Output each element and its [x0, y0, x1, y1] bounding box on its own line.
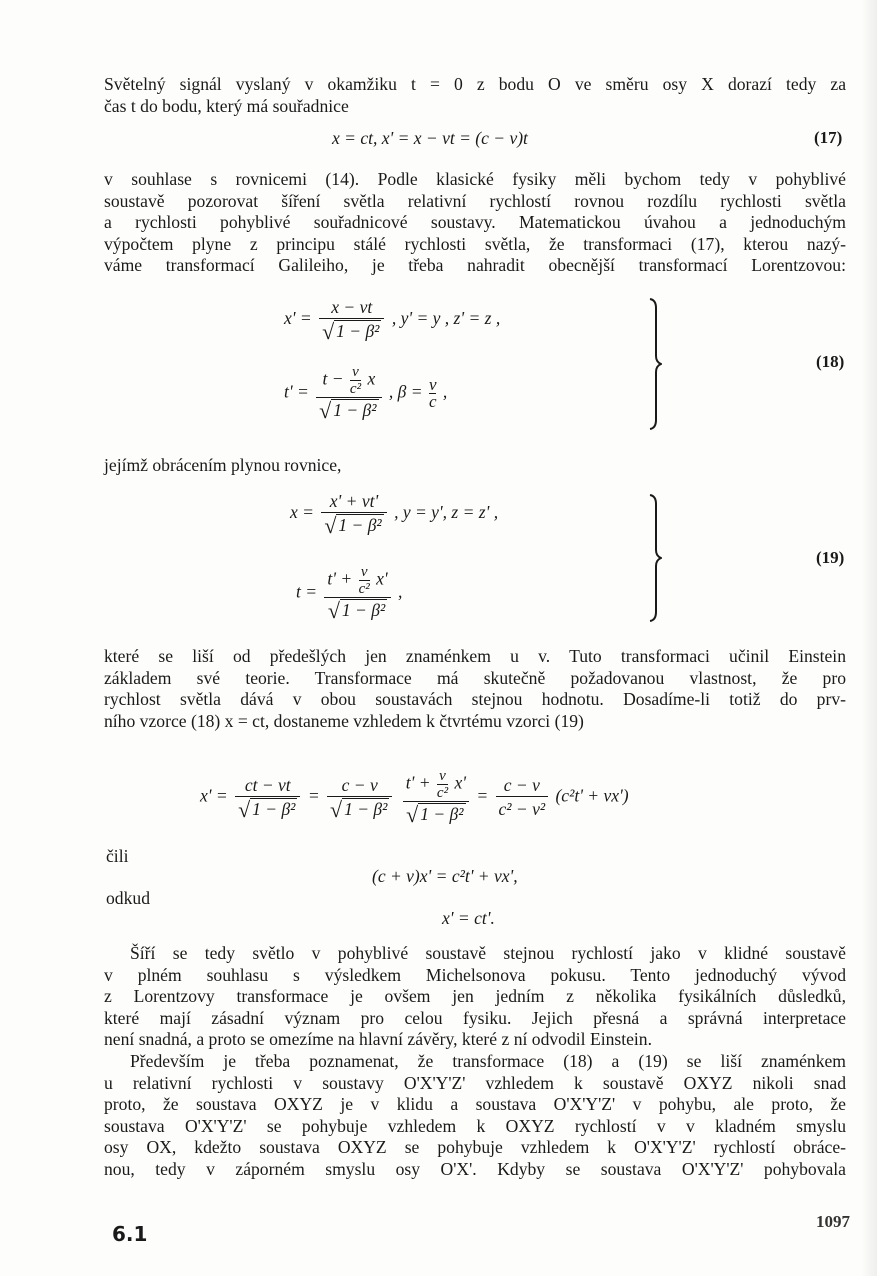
- text-line: z Lorentzovy transformace je ovšem jen jedním z několika fysikálních důsledků,: [104, 986, 846, 1006]
- equation-19-line-2: t = t' + $\frac{v}{\text{c²}}$ x' √ 1 − β² ,: [296, 564, 403, 623]
- page-number: 1097: [816, 1212, 850, 1231]
- equation-cili: (c + v)x' = c²t' + vx',: [372, 866, 518, 886]
- text-line: Především je třeba poznamenat, že transformace (18) a (19) se liší znaménkem: [130, 1051, 846, 1071]
- sqrt-icon: √: [324, 513, 337, 538]
- right-brace-icon: [648, 298, 662, 430]
- text-line: váme transformací Galileiho, je třeba nahradit obecnější transformací Lorentzovou:: [104, 255, 846, 275]
- equation-18-line-1: x' = $\frac{x - vt}{\text{√ 1 − β²}}$ , y' = y , z' = z ,: [284, 297, 501, 344]
- text-line: osy OX, kdežto soustava OXYZ se pohybuje vzhledem k O'X'Y'Z' rychlostí obráce-: [104, 1137, 846, 1157]
- paragraph-systems: [104, 1051, 846, 1180]
- equation-derivation: x' = $\frac{ct - vt}{\text{√ 1 − β²}}$ = $\frac{c - v}{\text{√ 1 − β²}}$ t' + $\frac{v}{\text{c²}}$ x' √ 1 − β² = $\frac{c - v}{\text{c² − v²}}$ (c²t' + vx'): [200, 768, 629, 827]
- equation-17: x = ct, x' = x − vt = (c − v)t: [332, 128, 528, 148]
- text-line: základem své teorie. Transformace má skutečně požadovanou vlastnost, že pro: [104, 667, 846, 688]
- sqrt-icon: √: [406, 802, 419, 827]
- text-line: nou, tedy v záporném smyslu osy O'X'. Kdyby se soustava O'X'Y'Z' pohybovala: [104, 1158, 846, 1179]
- paragraph-michelson: [104, 943, 846, 1051]
- paragraph-einstein: [104, 646, 846, 732]
- text-line: rychlost světla dává v obou soustavách stejnou hodnotu. Dosadíme-li totiž do prv-: [104, 689, 846, 709]
- right-brace-icon: [648, 494, 662, 622]
- text-line: které mají zásadní význam pro celou fysiku. Jejich přesná a správná interpretace: [104, 1007, 846, 1028]
- paragraph-galileo-lorentz: [104, 169, 846, 277]
- text-line: výpočtem plyne z principu stálé rychlosti světla, že transformaci (17), kterou nazý-: [104, 233, 846, 254]
- sqrt-icon: √: [319, 398, 332, 423]
- text-line: v plném souhlasu s výsledkem Michelsonova pokusu. Tento jednoduchý vývod: [104, 964, 846, 985]
- text-line: u relativní rychlosti v soustavy O'X'Y'Z' vzhledem k soustavě OXYZ nikoli snad: [104, 1072, 846, 1093]
- text-line: soustava O'X'Y'Z' se pohybuje vzhledem k OXYZ rychlostí v v kladném smyslu: [104, 1115, 846, 1136]
- sqrt-icon: √: [327, 598, 340, 623]
- equation-18-line-2: t' = t − $\frac{v}{\text{c²}}$ x √ 1 − β² , β = $\frac{v}{c}$ ,: [284, 364, 448, 423]
- paragraph-intro: [104, 74, 846, 117]
- sqrt-icon: √: [322, 319, 335, 344]
- text-line: Světelný signál vyslaný v okamžiku t = 0 z bodu O ve směru osy X dorazí tedy za: [104, 74, 846, 94]
- text-line: ního vzorce (18) x = ct, dostaneme vzhledem k čtvrtému vzorci (19): [104, 710, 584, 731]
- equation-result: x' = ct'.: [442, 908, 495, 928]
- sqrt-icon: √: [330, 796, 343, 822]
- word-cili: čili: [106, 846, 129, 866]
- word-odkud: odkud: [106, 888, 150, 908]
- section-number: 6.1: [112, 1222, 148, 1246]
- equation-19-line-1: x = $\frac{x' + vt'}{\text{√ 1 − β²}}$ , y = y', z = z' ,: [290, 491, 499, 538]
- equation-number-18: (18): [816, 352, 845, 371]
- equation-number-17: (17): [814, 128, 843, 147]
- paragraph-inverse: jejímž obrácením plynou rovnice,: [104, 455, 342, 475]
- page-edge-shadow: [861, 0, 877, 1276]
- text-line: proto, že soustava OXYZ je v klidu a soustava O'X'Y'Z' v pohybu, ale proto, že: [104, 1094, 846, 1114]
- text-line: a rychlosti pohyblivé souřadnicové soustavy. Matematickou úvahou a jednoduchým: [104, 212, 846, 232]
- text-line: čas t do bodu, který má souřadnice: [104, 95, 349, 116]
- text-line: soustavě pozorovat šíření světla relativní rychlostí rovnou rozdílu rychlosti světla: [104, 190, 846, 211]
- text-line: které se liší od předešlých jen znaménkem u v. Tuto transformaci učinil Einstein: [104, 646, 846, 666]
- sqrt-icon: √: [238, 796, 251, 822]
- equation-number-19: (19): [816, 548, 845, 567]
- text-line: není snadná, a proto se omezíme na hlavní závěry, které z ní odvodil Einstein.: [104, 1029, 653, 1049]
- text-line: Šíří se tedy světlo v pohyblivé soustavě stejnou rychlostí jako v klidné soustavě: [130, 943, 846, 963]
- text-line: v souhlase s rovnicemi (14). Podle klasické fysiky měli bychom tedy v pohyblivé: [104, 169, 846, 189]
